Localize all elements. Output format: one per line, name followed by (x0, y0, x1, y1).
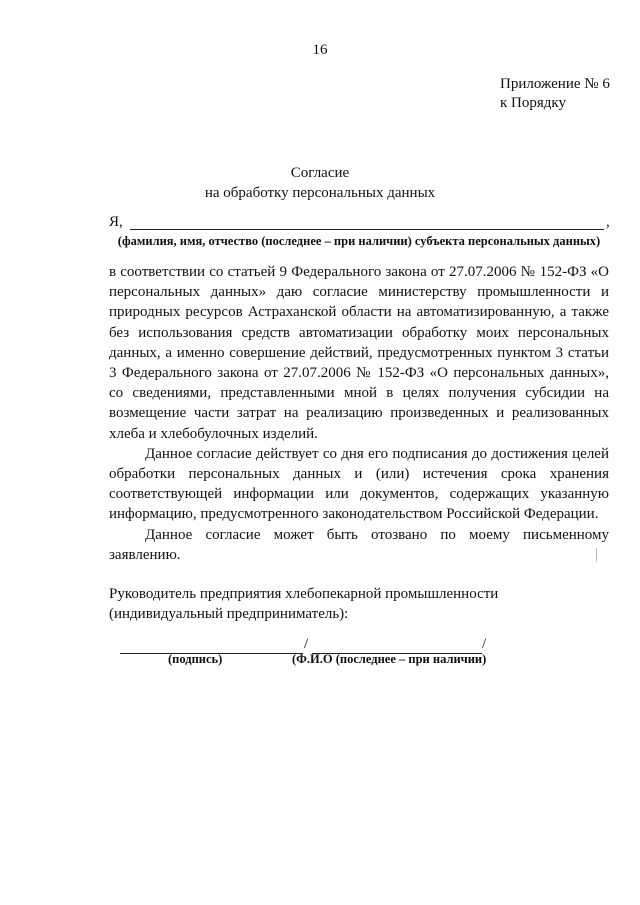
document-title (0, 163, 640, 203)
name-field-caption: (фамилия, имя, отчество (последнее – при наличии) субъекта персональных данных) (117, 234, 601, 248)
consent-body (109, 262, 609, 565)
appendix-line-2: к Порядку (500, 95, 566, 111)
appendix-reference (500, 75, 610, 113)
signature-slash-2: / (482, 636, 487, 652)
signatory-line-2: (индивидуальный предприниматель): (109, 606, 349, 622)
name-field-suffix: , (606, 214, 610, 230)
consent-paragraph-2: Данное согласие действует со дня его подписания до достижения целей обработки персональных данных и (или) истечения срока хранения соответствующей информации или документов, содержащих указанную информацию, предусмотренного законодательством Российской Федерации. (109, 445, 609, 523)
signatory-title (109, 584, 609, 624)
appendix-line-1: Приложение № 6 (500, 76, 610, 92)
scan-artifact (596, 548, 597, 562)
consent-paragraph-3: Данное согласие может быть отозвано по моему письменному заявлению. (109, 526, 609, 563)
full-name-caption: (Ф.И.О (последнее – при наличии) (292, 652, 487, 666)
name-field-row (109, 214, 609, 234)
page-number: 16 (312, 42, 328, 58)
title-line-2: на обработку персональных данных (204, 185, 436, 201)
title-line-1: Согласие (290, 165, 350, 181)
signature-caption: (подпись) (168, 652, 223, 666)
name-field-prefix: Я, (109, 214, 123, 230)
signature-slash-1: / (304, 636, 309, 652)
consent-paragraph-1: в соответствии со статьей 9 Федерального закона от 27.07.2006 № 152-ФЗ «О персональных данных» даю согласие министерству промышленности и природных ресурсов Астраханской области на автоматизированную, а также без использования средств автоматизации обработку моих персональных данных, а именно совершение действий, предусмотренных пунктом 3 статьи 3 Федерального закона от 27.07.2006 № 152-ФЗ «О персональных данных», со сведениями, представленными мной в целях получения субсидии на возмещение части затрат на реализацию произведенных и реализованных хлеба и хлебобулочных изделий. (109, 264, 609, 442)
name-blank-line (130, 229, 604, 230)
signatory-line-1: Руководитель предприятия хлебопекарной промышленности (109, 586, 499, 602)
